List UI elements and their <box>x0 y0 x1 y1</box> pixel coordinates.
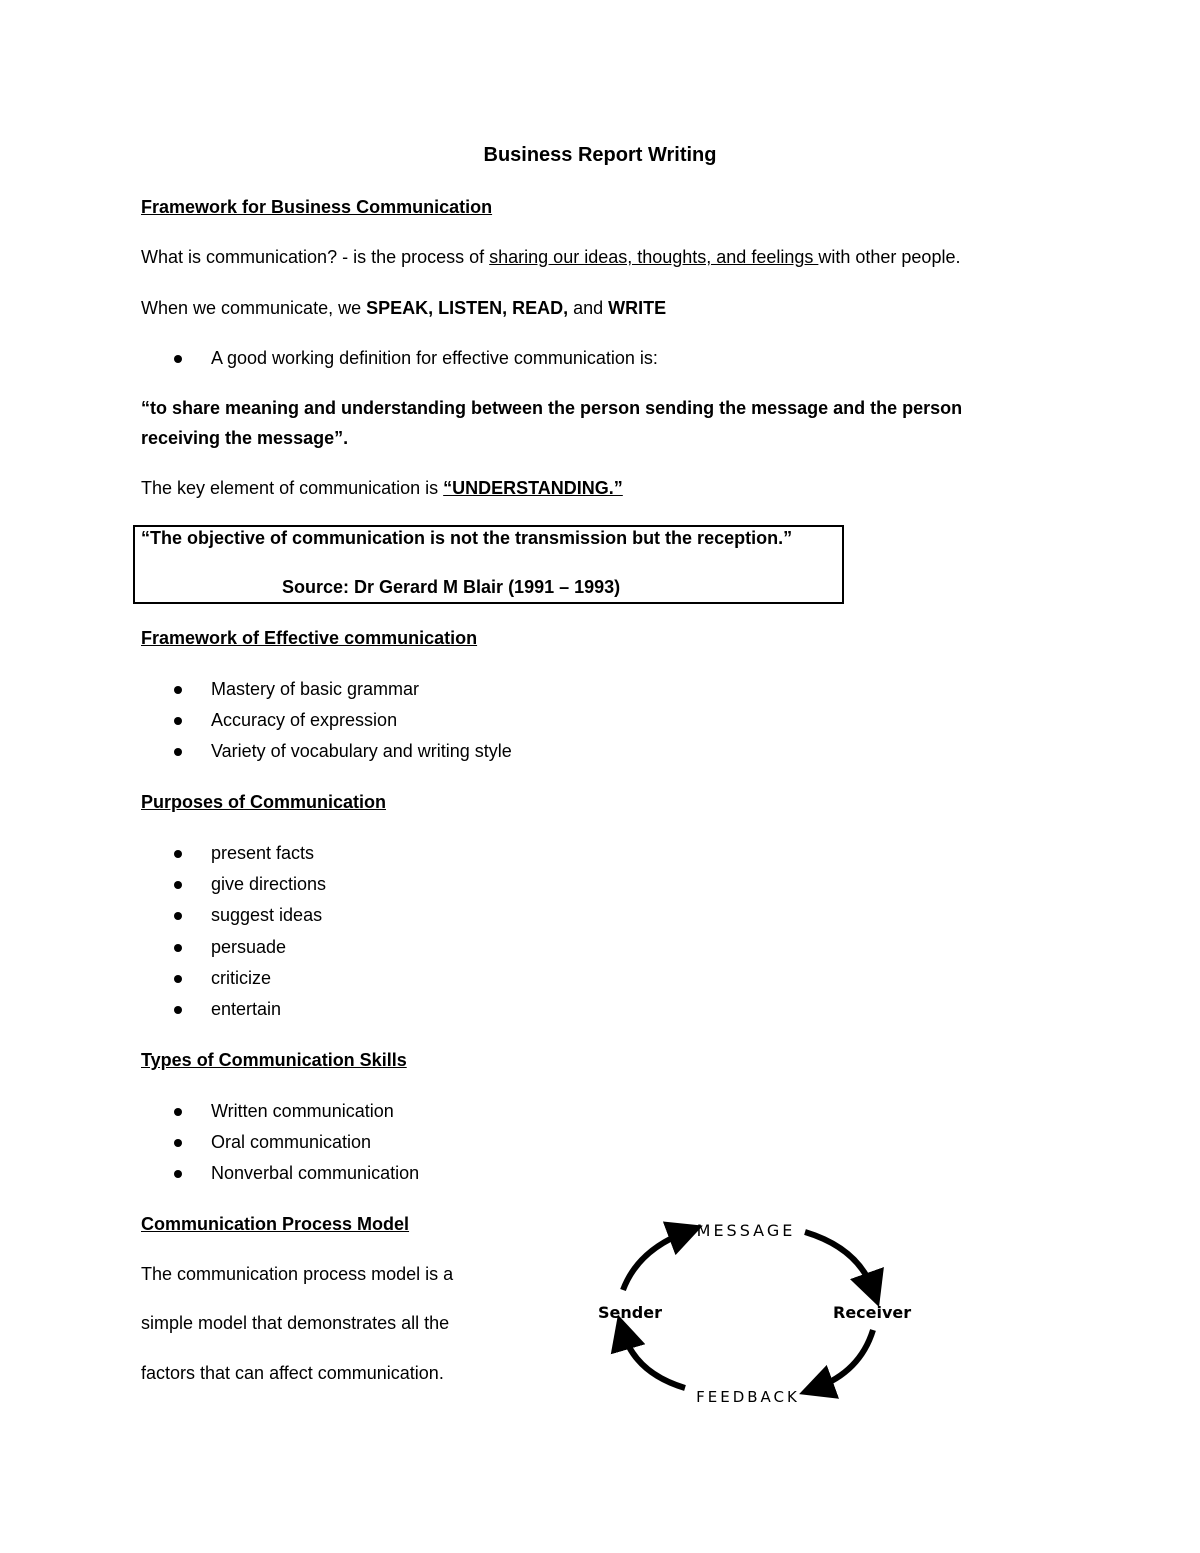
when-write: WRITE <box>608 298 667 318</box>
bullet-dot <box>174 1170 182 1178</box>
bullet-dot <box>174 748 182 756</box>
list-item: Mastery of basic grammar <box>211 679 420 699</box>
arrow-feedback-to-sender <box>623 1332 685 1388</box>
bullet-dot <box>174 686 182 694</box>
bullet-dot <box>174 717 182 725</box>
list-item: criticize <box>211 968 272 988</box>
bullet-dot <box>174 850 182 858</box>
receiver-label: Receiver <box>833 1303 912 1322</box>
list-item: Nonverbal communication <box>211 1163 420 1183</box>
message-label: MESSAGE <box>696 1221 796 1240</box>
section-heading-purposes: Purposes of Communication <box>141 792 387 812</box>
feedback-label: FEEDBACK <box>696 1388 800 1406</box>
list-item: entertain <box>211 999 282 1019</box>
list-item: Oral communication <box>211 1132 372 1152</box>
list-item: Accuracy of expression <box>211 710 398 730</box>
sender-label: Sender <box>598 1303 662 1322</box>
list-item: give directions <box>211 874 327 894</box>
bullet-dot <box>174 1006 182 1014</box>
list-item: present facts <box>211 843 315 863</box>
key-prefix: The key element of communication is <box>141 478 444 498</box>
section-heading-effective-communication: Framework of Effective communication <box>141 628 478 648</box>
list-item: Variety of vocabulary and writing style <box>211 741 512 761</box>
list-item: suggest ideas <box>211 905 323 925</box>
process-model-line-1: The communication process model is a <box>141 1264 454 1284</box>
when-prefix: When we communicate, we <box>141 298 367 318</box>
bullet-dot <box>174 944 182 952</box>
page-title: Business Report Writing <box>483 144 717 166</box>
key-bold: “UNDERSTANDING.” <box>443 478 623 498</box>
list-item: persuade <box>211 937 287 957</box>
what-is-prefix: What is communication? - is the process of <box>141 247 490 267</box>
quote-text: “The objective of communication is not the transmission but the reception.” <box>141 528 793 548</box>
definition-line-1: “to share meaning and understanding between the person sending the message and the person <box>141 398 963 418</box>
bullet-dot <box>174 975 182 983</box>
bullet-dot <box>174 1108 182 1116</box>
arrow-receiver-to-feedback <box>816 1330 873 1388</box>
definition-line-2: receiving the message”. <box>141 428 349 448</box>
bullet-dot <box>174 1139 182 1147</box>
process-model-line-2: simple model that demonstrates all the <box>141 1313 450 1333</box>
quote-source: Source: Dr Gerard M Blair (1991 – 1993) <box>282 577 621 597</box>
process-model-line-3: factors that can affect communication. <box>141 1363 444 1383</box>
what-is-suffix: with other people. <box>818 247 961 267</box>
what-is-communication-paragraph <box>141 247 960 268</box>
key-element-paragraph <box>141 478 623 499</box>
definition-bullet-text: A good working definition for effective communication is: <box>211 348 658 368</box>
section-heading-types: Types of Communication Skills <box>141 1050 407 1070</box>
what-is-underlined: sharing our ideas, thoughts, and feelings <box>489 247 819 267</box>
bullet-dot <box>174 881 182 889</box>
section-heading-process-model: Communication Process Model <box>141 1214 410 1234</box>
arrow-sender-to-message <box>623 1232 686 1290</box>
communication-cycle-diagram <box>590 1210 920 1410</box>
bullet-dot <box>174 912 182 920</box>
section-heading-framework-business: Framework for Business Communication <box>141 197 493 217</box>
when-bold: SPEAK, LISTEN, READ, <box>366 298 569 318</box>
when-we-communicate-paragraph <box>141 298 666 319</box>
list-item: Written communication <box>211 1101 394 1121</box>
arrow-message-to-receiver <box>805 1232 873 1290</box>
when-and: and <box>568 298 609 318</box>
bullet-dot <box>174 355 182 363</box>
